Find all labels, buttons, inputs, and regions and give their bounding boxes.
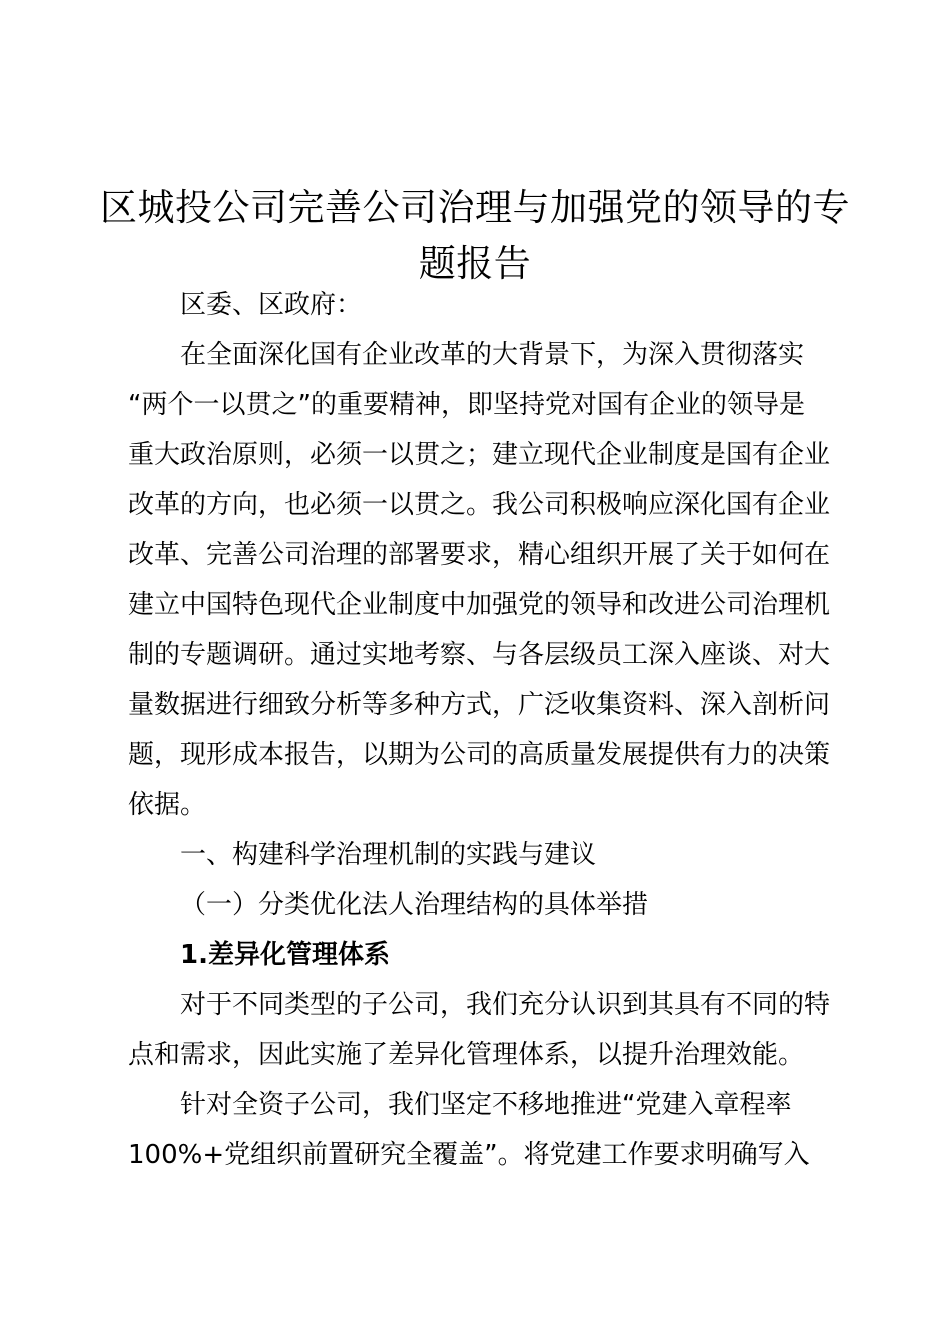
section-heading-2: （一）分类优化法人治理结构的具体举措 (180, 890, 649, 920)
body-line: 点和需求，因此实施了差异化管理体系，以提升治理效能。 (128, 1040, 805, 1070)
salutation: 区委、区政府： (180, 290, 363, 320)
body-line: 针对全资子公司，我们坚定不移地推进“党建入章程率 (180, 1090, 792, 1120)
title-line-1: 区城投公司完善公司治理与加强党的领导的专 (100, 186, 850, 229)
document-title (100, 180, 850, 292)
intro-line: 题，现形成本报告，以期为公司的高质量发展提供有力的决策 (128, 740, 831, 770)
intro-line: 重大政治原则，必须一以贯之；建立现代企业制度是国有企业 (128, 440, 831, 470)
intro-line: 量数据进行细致分析等多种方式，广泛收集资料、深入剖析问 (128, 690, 831, 720)
intro-line: 依据。 (128, 790, 207, 820)
body-line: 对于不同类型的子公司，我们充分认识到其具有不同的特 (180, 990, 831, 1020)
intro-line: 制的专题调研。通过实地考察、与各层级员工深入座谈、对大 (128, 640, 831, 670)
section-heading-1: 一、构建科学治理机制的实践与建议 (180, 840, 597, 870)
intro-line: 改革的方向，也必须一以贯之。我公司积极响应深化国有企业 (128, 490, 831, 520)
intro-line: “两个一以贯之”的重要精神，即坚持党对国有企业的领导是 (128, 390, 805, 420)
intro-line: 在全面深化国有企业改革的大背景下，为深入贯彻落实 (180, 340, 805, 370)
intro-line: 建立中国特色现代企业制度中加强党的领导和改进公司治理机 (128, 590, 831, 620)
intro-line: 改革、完善公司治理的部署要求，精心组织开展了关于如何在 (128, 540, 831, 570)
section-heading-3: 1.差异化管理体系 (180, 940, 390, 970)
body-line: 100%+党组织前置研究全覆盖”。将党建工作要求明确写入 (128, 1140, 810, 1170)
title-line-2: 题报告 (418, 242, 532, 285)
